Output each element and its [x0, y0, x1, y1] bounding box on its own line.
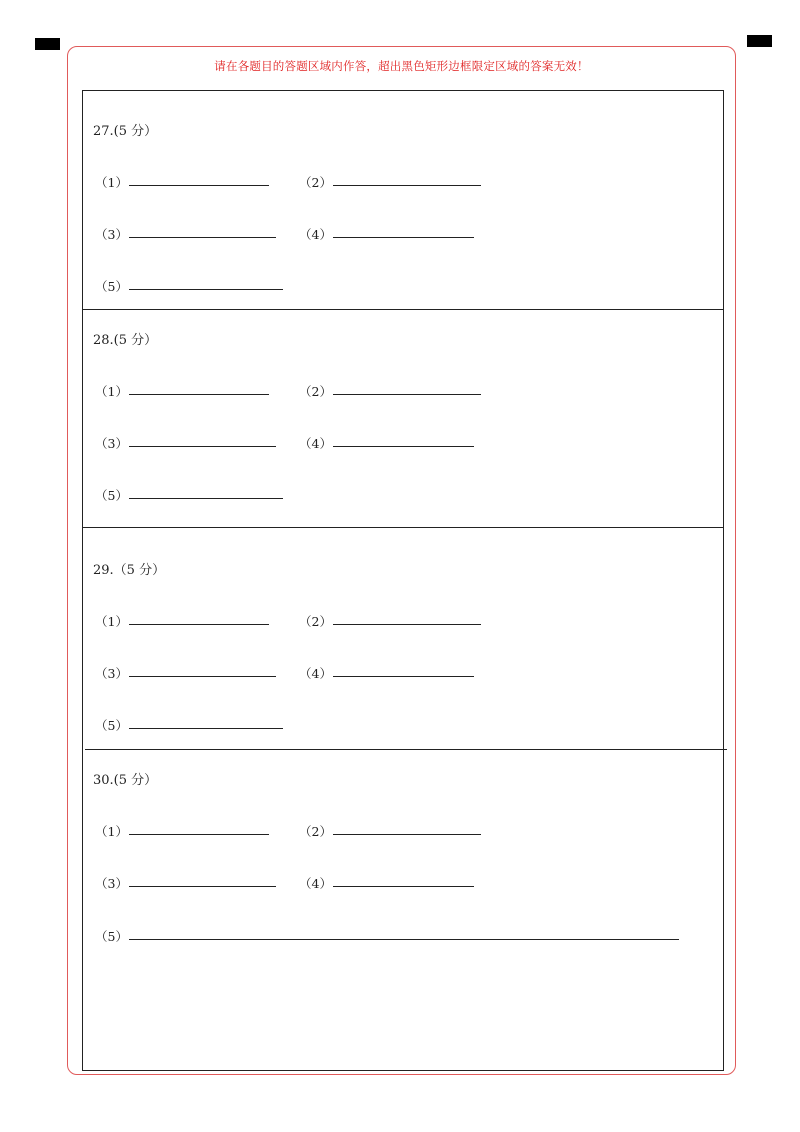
- answer-line-1[interactable]: [129, 834, 269, 835]
- answer-label: （4）: [299, 436, 332, 451]
- answer-line-4[interactable]: [333, 886, 474, 887]
- answer-label: （1）: [95, 824, 128, 839]
- answer-area-notice: 请在各题目的答题区域内作答，超出黑色矩形边框限定区域的答案无效！: [214, 59, 589, 73]
- answer-label: （2）: [299, 824, 332, 839]
- question-27-section: [83, 91, 723, 309]
- answer-label: （2）: [299, 384, 332, 399]
- answer-label: （3）: [95, 666, 128, 681]
- answer-label: （1）: [95, 614, 128, 629]
- answer-label: （4）: [299, 876, 332, 891]
- answer-box: [82, 90, 724, 1071]
- answer-line-5[interactable]: [129, 728, 283, 729]
- answer-line-5[interactable]: [129, 289, 283, 290]
- answer-line-2[interactable]: [333, 394, 481, 395]
- answer-line-5[interactable]: [129, 498, 283, 499]
- answer-line-3[interactable]: [129, 446, 276, 447]
- answer-line-4[interactable]: [333, 237, 474, 238]
- alignment-marker-right: [747, 35, 772, 47]
- answer-line-2[interactable]: [333, 185, 481, 186]
- question-title: 27.(5 分）: [93, 124, 158, 139]
- answer-line-1[interactable]: [129, 394, 269, 395]
- answer-label: （1）: [95, 384, 128, 399]
- answer-label: （3）: [95, 227, 128, 242]
- question-title: 28.(5 分）: [93, 333, 158, 348]
- answer-label: （5）: [95, 718, 128, 733]
- answer-line-3[interactable]: [129, 237, 276, 238]
- answer-label: （2）: [299, 175, 332, 190]
- answer-line-2[interactable]: [333, 834, 481, 835]
- question-title: 29.（5 分）: [93, 563, 166, 578]
- answer-line-2[interactable]: [333, 624, 481, 625]
- answer-line-4[interactable]: [333, 676, 474, 677]
- answer-label: （4）: [299, 227, 332, 242]
- question-30-section: [83, 750, 723, 1070]
- answer-label: （3）: [95, 876, 128, 891]
- answer-line-3[interactable]: [129, 886, 276, 887]
- answer-line-5[interactable]: [129, 939, 679, 940]
- answer-line-1[interactable]: [129, 185, 269, 186]
- question-title: 30.(5 分）: [93, 773, 158, 788]
- answer-label: （5）: [95, 929, 128, 944]
- answer-line-4[interactable]: [333, 446, 474, 447]
- answer-label: （5）: [95, 488, 128, 503]
- answer-label: （2）: [299, 614, 332, 629]
- question-29-section: [83, 528, 723, 749]
- alignment-marker-left: [35, 38, 60, 50]
- answer-label: （4）: [299, 666, 332, 681]
- answer-label: （1）: [95, 175, 128, 190]
- question-28-section: [83, 310, 723, 528]
- answer-line-3[interactable]: [129, 676, 276, 677]
- answer-label: （5）: [95, 279, 128, 294]
- answer-line-1[interactable]: [129, 624, 269, 625]
- answer-label: （3）: [95, 436, 128, 451]
